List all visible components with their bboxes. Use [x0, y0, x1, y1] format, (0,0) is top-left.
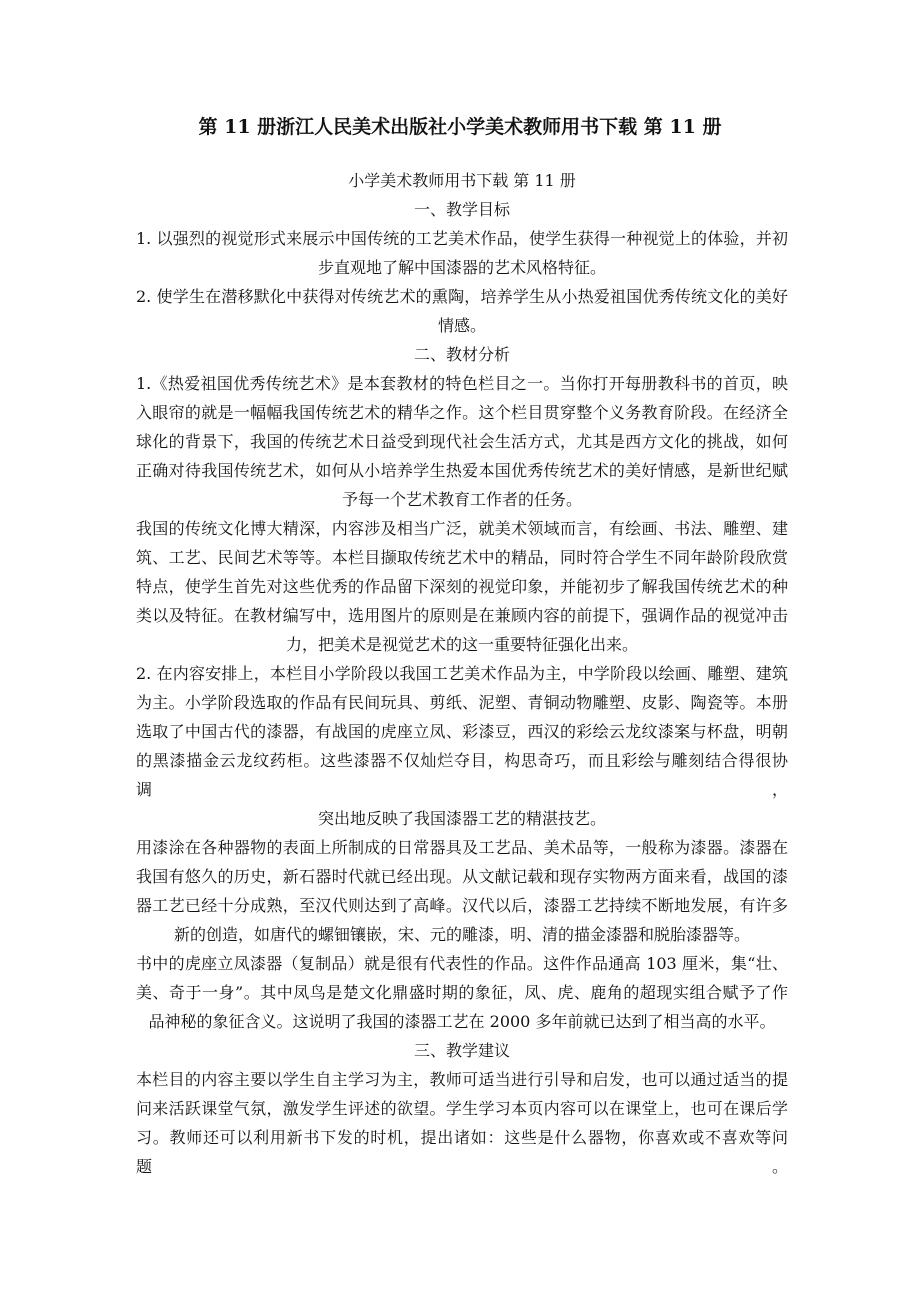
text-line: 特点，使学生首先对这些优秀的作品留下深刻的视觉印象，并能初步了解我国传统艺术的种 [136, 577, 788, 596]
text-line: 筑、工艺、民间艺术等等。本栏目撷取传统艺术中的精品，同时符合学生不同年龄阶段欣赏 [136, 548, 788, 567]
document-body [136, 166, 788, 1181]
text-line: 器工艺已经十分成熟，至汉代则达到了高峰。汉代以后，漆器工艺持续不断地发展，有许多 [136, 896, 788, 915]
text-line: 书中的虎座立凤漆器（复制品）就是很有代表性的作品。这件作品通高 103 厘米，集“壮、 [136, 954, 788, 973]
text-line: 予每一个艺术教育工作者的任务。 [341, 490, 582, 509]
text-line: 新的创造，如唐代的螺钿镶嵌，宋、元的雕漆，明、清的描金漆器和脱胎漆器等。 [173, 925, 750, 944]
text-line: 的黑漆描金云龙纹药柜。这些漆器不仅灿烂夺目，构思奇巧，而且彩绘与雕刻结合得很协调， [136, 751, 788, 799]
text-line: 2. 使学生在潜移默化中获得对传统艺术的熏陶，培养学生从小热爱祖国优秀传统文化的美好 [136, 287, 788, 306]
document-title: 第 11 册浙江人民美术出版社小学美术教师用书下载 第 11 册 [198, 116, 722, 138]
subtitle: 小学美术教师用书下载 第 11 册 [348, 171, 576, 190]
text-line: 习。教师还可以利用新书下发的时机，提出诸如：这些是什么器物，你喜欢或不喜欢等问题。 [136, 1128, 788, 1176]
text-line: 类以及特征。在教材编写中，选用图片的原则是在兼顾内容的前提下，强调作品的视觉冲击 [136, 606, 788, 625]
text-line: 本栏目的内容主要以学生自主学习为主，教师可适当进行引导和启发，也可以通过适当的提 [136, 1070, 788, 1089]
section-heading: 二、教材分析 [413, 345, 510, 364]
text-line: 为主。小学阶段选取的作品有民间玩具、剪纸、泥塑、青铜动物雕塑、皮影、陶瓷等。本册 [136, 693, 788, 712]
text-line: 力，把美术是视觉艺术的这一重要特征强化出来。 [285, 635, 638, 654]
text-line: 选取了中国古代的漆器，有战国的虎座立凤、彩漆豆，西汉的彩绘云龙纹漆案与杯盘，明朝 [136, 722, 788, 741]
section-heading: 三、教学建议 [413, 1041, 510, 1060]
text-line: 2. 在内容安排上，本栏目小学阶段以我国工艺美术作品为主，中学阶段以绘画、雕塑、建筑 [136, 664, 788, 683]
text-line: 突出地反映了我国漆器工艺的精湛技艺。 [317, 809, 606, 828]
text-line: 1. 以强烈的视觉形式来展示中国传统的工艺美术作品，使学生获得一种视觉上的体验，并初 [136, 229, 788, 248]
text-line: 用漆涂在各种器物的表面上所制成的日常器具及工艺品、美术品等，一般称为漆器。漆器在 [136, 838, 788, 857]
text-line: 我国的传统文化博大精深，内容涉及相当广泛，就美术领域而言，有绘画、书法、雕塑、建 [136, 519, 788, 538]
text-line: 我国有悠久的历史，新石器时代就已经出现。从文献记载和现存实物两方面来看，战国的漆 [136, 867, 788, 886]
text-line: 美、奇于一身”。其中凤鸟是楚文化鼎盛时期的象征，凤、虎、鹿角的超现实组合赋予了作 [136, 983, 788, 1002]
text-line: 入眼帘的就是一幅幅我国传统艺术的精华之作。这个栏目贯穿整个义务教育阶段。在经济全 [136, 403, 788, 422]
text-line: 1.《热爱祖国优秀传统艺术》是本套教材的特色栏目之一。当你打开每册教科书的首页，映 [136, 374, 788, 393]
text-line: 球化的背景下，我国的传统艺术日益受到现代社会生活方式，尤其是西方文化的挑战，如何 [136, 432, 788, 451]
text-line: 问来活跃课堂气氛，激发学生评述的欲望。学生学习本页内容可以在课堂上，也可在课后学 [136, 1099, 788, 1118]
text-line: 品神秘的象征含义。这说明了我国的漆器工艺在 2000 多年前就已达到了相当高的水平。 [148, 1012, 776, 1031]
text-line: 情感。 [437, 316, 486, 335]
section-heading: 一、教学目标 [413, 200, 510, 219]
text-line: 正确对待我国传统艺术，如何从小培养学生热爱本国优秀传统艺术的美好情感，是新世纪赋 [136, 461, 788, 480]
text-line: 步直观地了解中国漆器的艺术风格特征。 [317, 258, 606, 277]
